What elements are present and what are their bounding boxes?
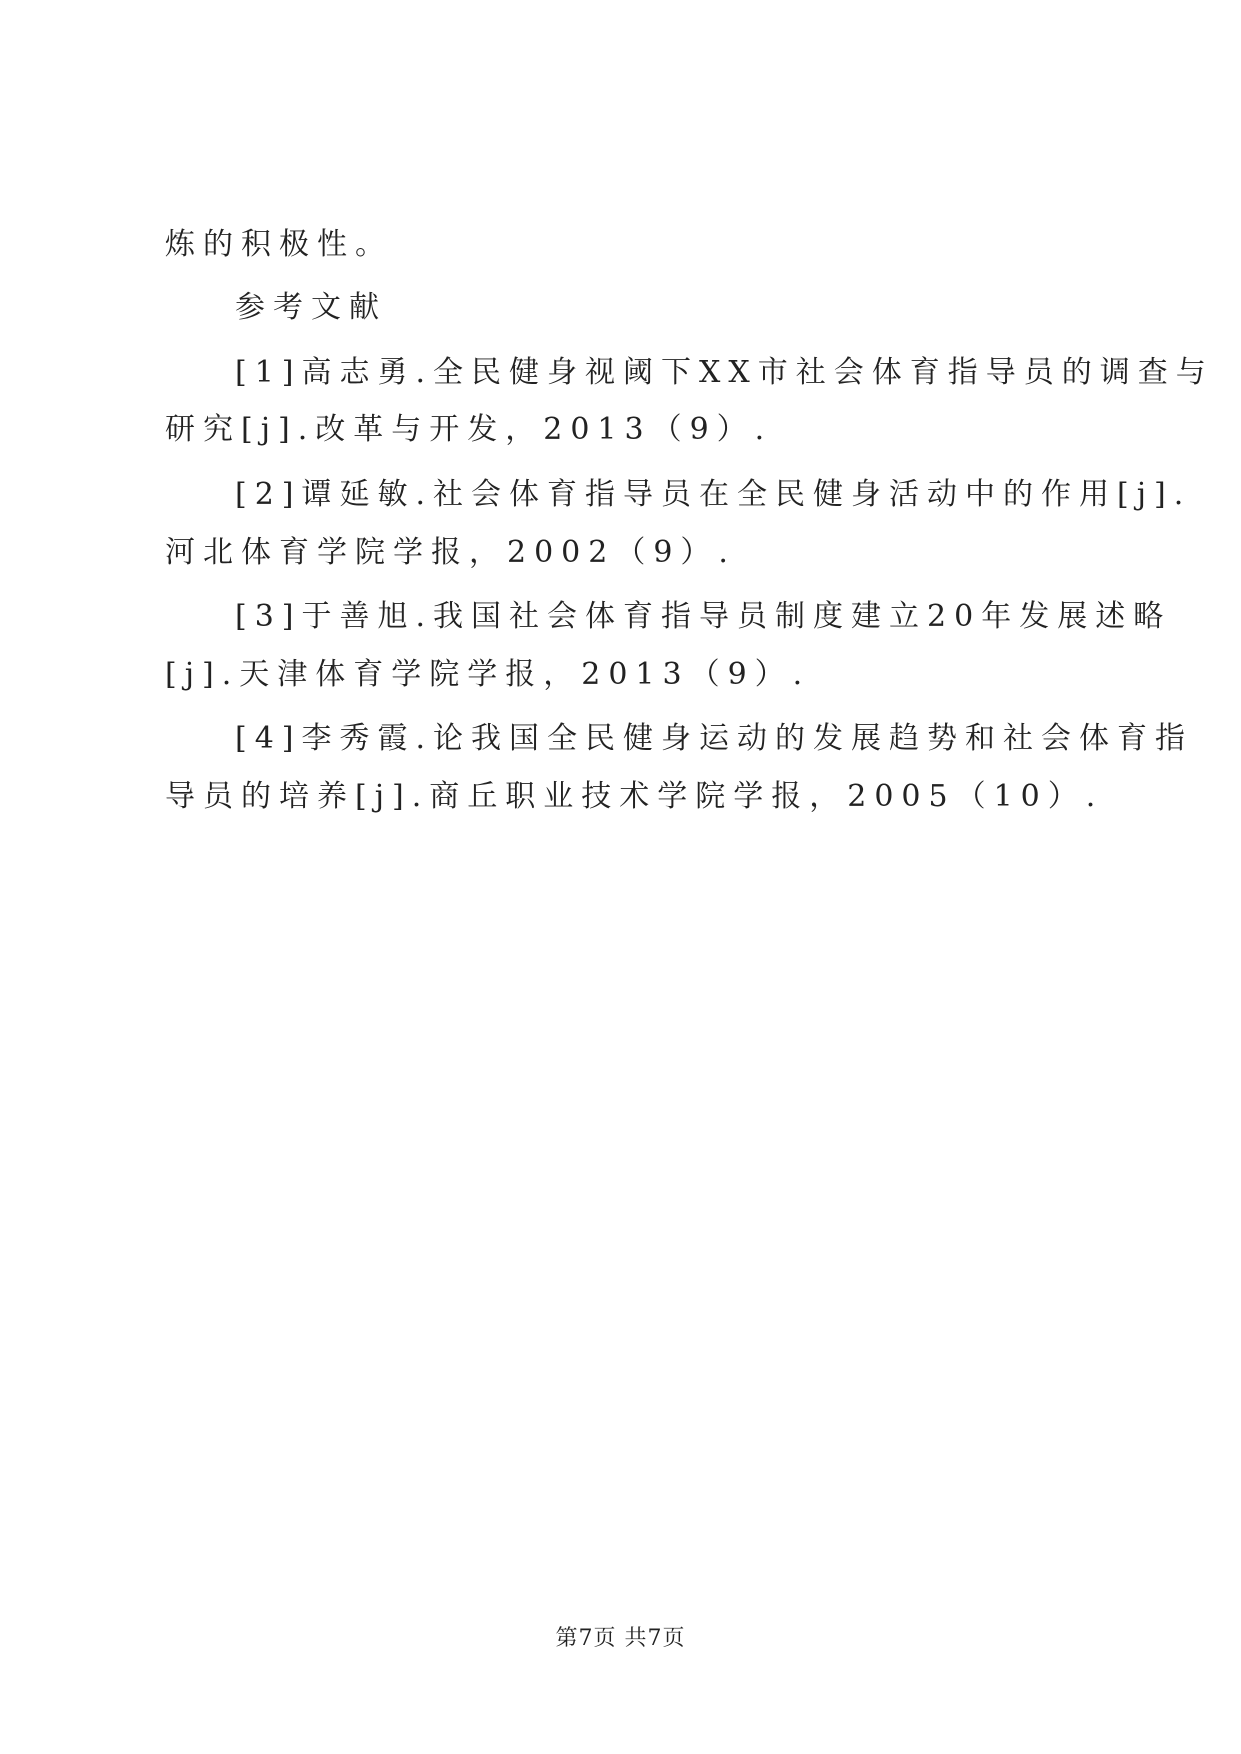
reference-3-line-1: [3]于善旭.我国社会体育指导员制度建立20年发展述略 <box>235 599 1172 634</box>
reference-4-line-1: [4]李秀霞.论我国全民健身运动的发展趋势和社会体育指 <box>235 721 1194 756</box>
page-footer <box>0 1621 1241 1652</box>
reference-2-line-2: 河北体育学院学报，2002（9）. <box>165 535 736 570</box>
reference-2-line-1: [2]谭延敏.社会体育指导员在全民健身活动中的作用[j]. <box>235 477 1192 512</box>
reference-4-line-2: 导员的培养[j].商丘职业技术学院学报，2005（10）. <box>165 779 1104 814</box>
reference-1-line-2: 研究[j].改革与开发，2013（9）. <box>165 412 773 447</box>
reference-3-line-2: [j].天津体育学院学报，2013（9）. <box>165 657 811 692</box>
paragraph-continuation: 炼的积极性。 <box>165 227 393 262</box>
references-heading: 参考文献 <box>235 290 387 325</box>
reference-1-line-1: [1]高志勇.全民健身视阈下XX市社会体育指导员的调查与 <box>235 355 1214 390</box>
page-indicator: 第7页 共7页 <box>555 1626 686 1651</box>
